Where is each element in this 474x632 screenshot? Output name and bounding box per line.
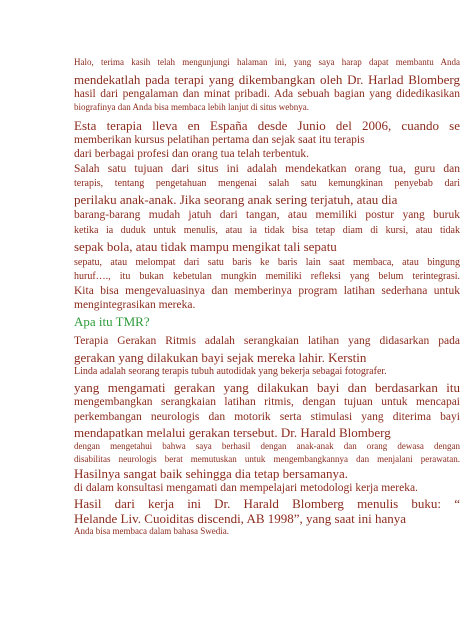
- block2-line: Anda bisa membaca dalam bahasa Swedia.: [74, 526, 229, 536]
- block1-line: mendekatlah pada terapi yang dikembangkan oleh Dr. Harlad Blomberg: [74, 72, 460, 87]
- block1-line: ketika ia duduk untuk menulis, atau ia tidak bisa tetap diam di kursi, atau tidak: [74, 225, 460, 236]
- block2-line: mengembangkan serangkaian latihan ritmis, dengan tujuan untuk mencapai: [74, 396, 460, 408]
- block2-line: perkembangan neurologis dan motorik serta stimulasi yang diterima bayi: [74, 411, 460, 423]
- block1-line: perilaku anak-anak. Jika seorang anak sering terjatuh, atau dia: [74, 192, 398, 207]
- block2-line: Hasil dari kerja ini Dr. Harald Blomberg menulis buku: “: [74, 496, 460, 511]
- block1-line: memberikan kursus pelatihan pertama dan sejak saat itu terapis: [74, 134, 365, 146]
- block1-line: Kita bisa mengevaluasinya dan memberinya program latihan sederhana untuk: [74, 285, 460, 297]
- block1-line: barang-barang mudah jatuh dari tangan, atau memiliki postur yang buruk: [74, 209, 460, 221]
- block1-line: huruf…., itu bukan kebetulan mungkin memiliki refleksi yang belum terintegrasi.: [74, 271, 460, 282]
- block2-line: di dalam konsultasi mengamati dan mempelajari metodologi kerja mereka.: [74, 482, 418, 494]
- block1-line: hasil dari pengalaman dan minat pribadi. Ada sebuah bagian yang didedikasikan: [74, 88, 460, 100]
- block1-line: mengintegrasikan mereka.: [74, 299, 196, 311]
- block2-line: Terapia Gerakan Ritmis adalah serangkaian latihan yang didasarkan pada: [74, 335, 460, 347]
- block2-line: Hasilnya sangat baik sehingga dia tetap bersamanya.: [74, 466, 348, 481]
- block1-line: Salah satu tujuan dari situs ini adalah mendekatkan orang tua, guru dan: [74, 163, 460, 175]
- block1-line: Esta terapia lleva en España desde Junio del 2006, cuando se: [74, 118, 460, 133]
- block2-line: yang mengamati gerakan yang dilakukan bayi dan berdasarkan itu: [74, 380, 460, 395]
- block1-line: terapis, tentang pengetahuan mengenai salah satu kemungkinan penyebab dari: [74, 178, 460, 189]
- block1-line: biografinya dan Anda bisa membaca lebih lanjut di situs webnya.: [74, 102, 309, 112]
- block2-line: mendapatkan melalui gerakan tersebut. Dr. Harald Blomberg: [74, 425, 391, 440]
- block1-line: sepak bola, atau tidak mampu mengikat tali sepatu: [74, 239, 337, 254]
- block2-line: Helande Liv. Cuoiditas discendi, AB 1998”, yang saat ini hanya: [74, 511, 407, 526]
- block1-line: sepatu, atau melompat dari satu baris ke baris lain saat membaca, atau bingung: [74, 257, 460, 268]
- block2-line: disabilitas neurologis berat memutuskan untuk mengembangkannya dan menjalani perawatan.: [74, 454, 460, 464]
- section-heading: Apa itu TMR?: [74, 314, 150, 329]
- block1-line: dari berbagai profesi dan orang tua telah terbentuk.: [74, 148, 310, 160]
- block2-line: dengan mengetahui bahwa saya berhasil dengan anak-anak dan orang dewasa dengan: [74, 441, 460, 451]
- intro-section: [74, 57, 460, 330]
- tmr-section: [74, 334, 460, 537]
- block1-line: Halo, terima kasih telah mengunjungi halaman ini, yang saya harap dapat membantu Anda: [74, 57, 460, 67]
- block2-line: gerakan yang dilakukan bayi sejak mereka lahir. Kerstin: [74, 350, 367, 365]
- block2-line: Linda adalah seorang terapis tubuh autodidak yang bekerja sebagai fotografer.: [74, 366, 387, 377]
